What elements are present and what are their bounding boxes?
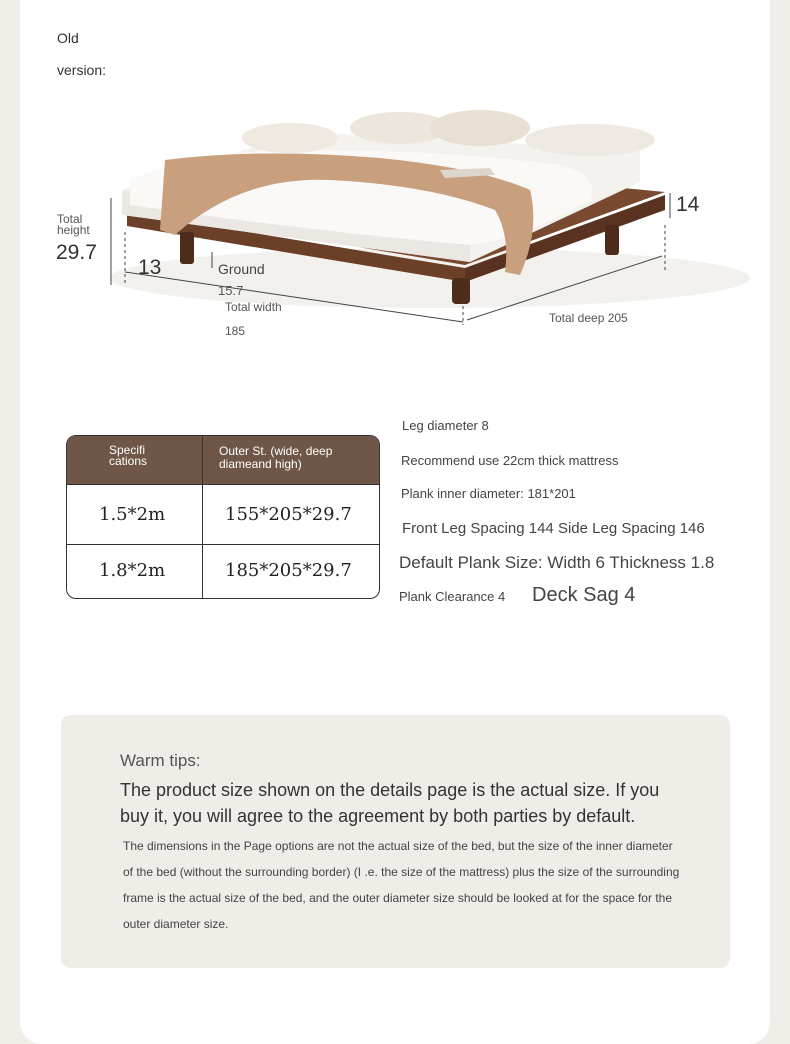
note-deck-sag: Deck Sag 4 — [532, 584, 636, 606]
tips-body: The dimensions in the Page options are not the actual size of the bed, but the size of the inner diameter of the bed (without the surrounding border) (I .e. the size of the mattress) plus the size of the surrounding frame is the actual size of the bed, and the outer diameter size should be looked at for the space for the outer diameter size. — [123, 839, 680, 931]
spec-table-header — [67, 436, 379, 484]
note-plank-inner: Plank inner diameter: 181*201 — [401, 486, 576, 501]
tips-title: Warm tips: — [120, 751, 201, 770]
note-plank-size: Default Plank Size: Width 6 Thickness 1.8 — [399, 553, 715, 572]
table-cell-outer: 185*205*29.7 — [225, 560, 352, 581]
note-mattress: Recommend use 22cm thick mattress — [401, 453, 619, 468]
bed-illustration — [0, 95, 790, 335]
warm-tips-box — [61, 715, 730, 968]
note-leg-diameter: Leg diameter 8 — [402, 418, 489, 433]
tips-lead: The product size shown on the details page is the actual size. If you buy it, you will agree to the agreement by both parties by default. — [120, 780, 660, 826]
spec-table — [66, 435, 380, 599]
side-height-value: 13 — [138, 256, 162, 279]
total-width-value: 185 — [225, 324, 246, 338]
header-outer-size: Outer St. (wide, deep diameand high) — [219, 444, 333, 471]
ground-label: Ground — [218, 261, 265, 277]
table-cell-size: 1.8*2m — [99, 560, 166, 581]
total-width-label: Total width — [225, 300, 282, 314]
total-height-value: 29.7 — [56, 241, 97, 264]
table-cell-size: 1.5*2m — [99, 504, 166, 525]
note-leg-spacing: Front Leg Spacing 144 Side Leg Spacing 146 — [402, 520, 705, 537]
ground-value: 15.7 — [218, 283, 244, 298]
table-cell-outer: 155*205*29.7 — [225, 504, 352, 525]
header-specifications: Specifi cations — [109, 443, 148, 468]
note-plank-clearance: Plank Clearance 4 — [399, 589, 506, 604]
version-label: version: — [57, 62, 107, 78]
column-divider — [202, 436, 203, 598]
total-depth-label: Total deep 205 — [549, 311, 628, 325]
total-height-label: Total height — [57, 212, 90, 237]
row-divider — [67, 544, 379, 545]
frame-height-value: 14 — [676, 193, 700, 216]
old-label: Old — [57, 30, 79, 46]
row-divider — [67, 484, 379, 485]
